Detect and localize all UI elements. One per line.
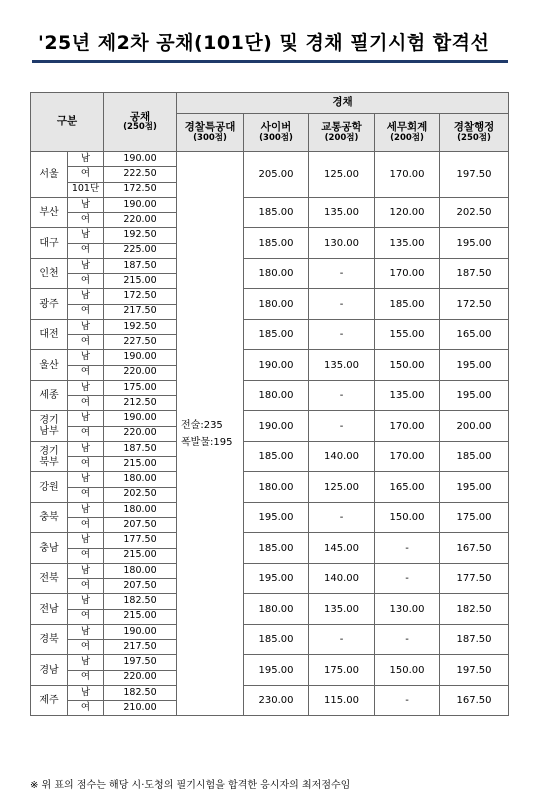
gongchae-score: 215.00 <box>104 274 177 289</box>
gongchae-score: 210.00 <box>104 701 177 716</box>
region-name: 충북 <box>31 502 68 533</box>
police-admin-score: 185.00 <box>440 441 509 472</box>
cyber-score: 195.00 <box>244 563 309 594</box>
cyber-score: 190.00 <box>244 350 309 381</box>
tax-accounting-score: 170.00 <box>375 441 440 472</box>
region-name: 전북 <box>31 563 68 594</box>
gender-label: 남 <box>68 380 104 395</box>
gongchae-score: 220.00 <box>104 426 177 441</box>
header-gyeongchae: 경채 <box>177 93 509 114</box>
gongchae-score: 220.00 <box>104 365 177 380</box>
tax-accounting-score: 170.00 <box>375 258 440 289</box>
gongchae-score: 192.50 <box>104 319 177 334</box>
special-unit-cell <box>177 152 244 716</box>
gender-label: 남 <box>68 533 104 548</box>
gongchae-score: 192.50 <box>104 228 177 243</box>
traffic-score: 135.00 <box>309 594 375 625</box>
cyber-score: 230.00 <box>244 685 309 716</box>
region-name: 경남 <box>31 655 68 686</box>
gongchae-score: 207.50 <box>104 518 177 533</box>
police-admin-score: 195.00 <box>440 380 509 411</box>
police-admin-score: 195.00 <box>440 472 509 503</box>
gender-label: 남 <box>68 472 104 487</box>
tax-accounting-score: - <box>375 533 440 564</box>
table-row <box>31 533 509 548</box>
gongchae-score: 190.00 <box>104 411 177 426</box>
gender-label: 남 <box>68 502 104 517</box>
tax-accounting-score: 150.00 <box>375 502 440 533</box>
gender-label: 남 <box>68 258 104 273</box>
cyber-score: 180.00 <box>244 594 309 625</box>
table-body <box>31 152 509 716</box>
tax-accounting-score: - <box>375 685 440 716</box>
gongchae-score: 175.00 <box>104 380 177 395</box>
header-col-cyber: 사이버 (300점) <box>244 114 309 152</box>
gongchae-score: 217.50 <box>104 304 177 319</box>
gender-label: 여 <box>68 609 104 624</box>
table-row <box>31 624 509 639</box>
document-title: '25년 제2차 공채(101단) 및 경채 필기시험 합격선 <box>38 32 490 54</box>
region-name: 울산 <box>31 350 68 381</box>
table-row <box>31 441 509 456</box>
traffic-score: 135.00 <box>309 197 375 228</box>
cyber-score: 195.00 <box>244 655 309 686</box>
gongchae-score: 212.50 <box>104 396 177 411</box>
cyber-score: 180.00 <box>244 258 309 289</box>
table-row <box>31 594 509 609</box>
traffic-score: 140.00 <box>309 563 375 594</box>
gongchae-score: 180.00 <box>104 563 177 578</box>
gender-label: 여 <box>68 701 104 716</box>
traffic-score: 130.00 <box>309 228 375 259</box>
tax-accounting-score: 170.00 <box>375 152 440 198</box>
gongchae-score: 215.00 <box>104 609 177 624</box>
cyber-score: 180.00 <box>244 380 309 411</box>
table-row <box>31 319 509 334</box>
gender-label: 남 <box>68 152 104 167</box>
gongchae-score: 215.00 <box>104 457 177 472</box>
title-underline <box>32 60 508 63</box>
cyber-score: 180.00 <box>244 289 309 320</box>
cutoff-score-table <box>30 92 509 716</box>
gender-label: 여 <box>68 243 104 258</box>
police-admin-score: 177.50 <box>440 563 509 594</box>
region-name: 인천 <box>31 258 68 289</box>
police-admin-score: 187.50 <box>440 624 509 655</box>
footnote: ※ 위 표의 점수는 해당 시·도청의 필기시험을 합격한 응시자의 최저점수임 <box>30 780 351 791</box>
region-name: 경북 <box>31 624 68 655</box>
cyber-score: 190.00 <box>244 411 309 442</box>
gongchae-score: 190.00 <box>104 350 177 365</box>
gender-label: 여 <box>68 457 104 472</box>
gongchae-score: 187.50 <box>104 258 177 273</box>
tax-accounting-score: 150.00 <box>375 350 440 381</box>
gongchae-score: 180.00 <box>104 502 177 517</box>
gongchae-score: 180.00 <box>104 472 177 487</box>
table-row <box>31 411 509 426</box>
region-name: 부산 <box>31 197 68 228</box>
gender-label: 남 <box>68 594 104 609</box>
gender-label: 남 <box>68 624 104 639</box>
tax-accounting-score: 185.00 <box>375 289 440 320</box>
tax-accounting-score: 165.00 <box>375 472 440 503</box>
gender-label: 여 <box>68 274 104 289</box>
traffic-score: 125.00 <box>309 472 375 503</box>
header-col-special: 경찰특공대 (300점) <box>177 114 244 152</box>
traffic-score: - <box>309 502 375 533</box>
police-admin-score: 175.00 <box>440 502 509 533</box>
cyber-score: 180.00 <box>244 472 309 503</box>
tax-accounting-score: - <box>375 624 440 655</box>
special-unit-score: 폭발물:195 <box>181 436 233 448</box>
region-name: 경기 남부 <box>31 411 68 442</box>
police-admin-score: 182.50 <box>440 594 509 625</box>
special-unit-score: 전술:235 <box>181 419 223 431</box>
header-col-traffic: 교통공학 (200점) <box>309 114 375 152</box>
table-row <box>31 350 509 365</box>
region-name: 세종 <box>31 380 68 411</box>
gender-label: 남 <box>68 441 104 456</box>
header-gongchae <box>104 93 177 152</box>
gender-label: 남 <box>68 655 104 670</box>
gender-label: 여 <box>68 213 104 228</box>
traffic-score: 175.00 <box>309 655 375 686</box>
table-row <box>31 685 509 700</box>
table-row <box>31 289 509 304</box>
gongchae-score: 172.50 <box>104 182 177 197</box>
gender-label: 여 <box>68 335 104 350</box>
police-admin-score: 172.50 <box>440 289 509 320</box>
gongchae-score: 220.00 <box>104 213 177 228</box>
gongchae-score: 217.50 <box>104 640 177 655</box>
gender-label: 남 <box>68 350 104 365</box>
traffic-score: 145.00 <box>309 533 375 564</box>
table-row <box>31 502 509 517</box>
gongchae-score: 187.50 <box>104 441 177 456</box>
gender-label: 여 <box>68 548 104 563</box>
table-row <box>31 258 509 273</box>
tax-accounting-score: 135.00 <box>375 228 440 259</box>
region-name: 서울 <box>31 152 68 198</box>
cyber-score: 185.00 <box>244 624 309 655</box>
table-row <box>31 152 509 167</box>
tax-accounting-score: 130.00 <box>375 594 440 625</box>
cyber-score: 185.00 <box>244 197 309 228</box>
cyber-score: 185.00 <box>244 533 309 564</box>
cyber-score: 185.00 <box>244 319 309 350</box>
region-name: 광주 <box>31 289 68 320</box>
gender-label: 여 <box>68 579 104 594</box>
header-category: 구분 <box>31 93 104 152</box>
gender-label: 101단 <box>68 182 104 197</box>
cyber-score: 205.00 <box>244 152 309 198</box>
tax-accounting-score: 155.00 <box>375 319 440 350</box>
traffic-score: - <box>309 289 375 320</box>
header-col-tax: 세무회계 (200점) <box>375 114 440 152</box>
gender-label: 여 <box>68 304 104 319</box>
region-name: 강원 <box>31 472 68 503</box>
traffic-score: - <box>309 624 375 655</box>
header-col-admin: 경찰행정 (250점) <box>440 114 509 152</box>
gongchae-score: 215.00 <box>104 548 177 563</box>
police-admin-score: 200.00 <box>440 411 509 442</box>
traffic-score: - <box>309 411 375 442</box>
gender-label: 여 <box>68 167 104 182</box>
gender-label: 남 <box>68 197 104 212</box>
gongchae-score: 197.50 <box>104 655 177 670</box>
header-gongchae-label: 공채 <box>129 110 151 123</box>
gongchae-score: 222.50 <box>104 167 177 182</box>
police-admin-score: 167.50 <box>440 533 509 564</box>
gender-label: 여 <box>68 670 104 685</box>
police-admin-score: 187.50 <box>440 258 509 289</box>
table-row <box>31 380 509 395</box>
region-name: 전남 <box>31 594 68 625</box>
traffic-score: 135.00 <box>309 350 375 381</box>
gongchae-score: 225.00 <box>104 243 177 258</box>
region-name: 대구 <box>31 228 68 259</box>
region-name: 대전 <box>31 319 68 350</box>
gender-label: 남 <box>68 289 104 304</box>
gender-label: 여 <box>68 396 104 411</box>
gongchae-score: 190.00 <box>104 197 177 212</box>
police-admin-score: 167.50 <box>440 685 509 716</box>
gender-label: 남 <box>68 685 104 700</box>
gender-label: 여 <box>68 487 104 502</box>
region-name: 충남 <box>31 533 68 564</box>
gongchae-score: 227.50 <box>104 335 177 350</box>
gongchae-score: 190.00 <box>104 152 177 167</box>
gender-label: 남 <box>68 411 104 426</box>
table-row <box>31 655 509 670</box>
police-admin-score: 165.00 <box>440 319 509 350</box>
gongchae-score: 190.00 <box>104 624 177 639</box>
gongchae-score: 182.50 <box>104 685 177 700</box>
police-admin-score: 195.00 <box>440 228 509 259</box>
gongchae-score: 182.50 <box>104 594 177 609</box>
cyber-score: 185.00 <box>244 441 309 472</box>
gender-label: 여 <box>68 365 104 380</box>
gender-label: 여 <box>68 518 104 533</box>
gender-label: 남 <box>68 563 104 578</box>
traffic-score: 125.00 <box>309 152 375 198</box>
gender-label: 여 <box>68 426 104 441</box>
gongchae-score: 202.50 <box>104 487 177 502</box>
region-name: 경기 북부 <box>31 441 68 472</box>
tax-accounting-score: 150.00 <box>375 655 440 686</box>
gongchae-score: 207.50 <box>104 579 177 594</box>
tax-accounting-score: 135.00 <box>375 380 440 411</box>
region-name: 제주 <box>31 685 68 716</box>
police-admin-score: 197.50 <box>440 152 509 198</box>
police-admin-score: 197.50 <box>440 655 509 686</box>
gender-label: 남 <box>68 228 104 243</box>
gender-label: 남 <box>68 319 104 334</box>
cyber-score: 195.00 <box>244 502 309 533</box>
table-row <box>31 228 509 243</box>
police-admin-score: 202.50 <box>440 197 509 228</box>
table-row <box>31 472 509 487</box>
table-row <box>31 563 509 578</box>
traffic-score: - <box>309 380 375 411</box>
cyber-score: 185.00 <box>244 228 309 259</box>
header-gongchae-points: (250점) <box>123 122 157 133</box>
traffic-score: 140.00 <box>309 441 375 472</box>
police-admin-score: 195.00 <box>440 350 509 381</box>
tax-accounting-score: 120.00 <box>375 197 440 228</box>
traffic-score: - <box>309 258 375 289</box>
gongchae-score: 172.50 <box>104 289 177 304</box>
traffic-score: 115.00 <box>309 685 375 716</box>
gongchae-score: 177.50 <box>104 533 177 548</box>
tax-accounting-score: 170.00 <box>375 411 440 442</box>
tax-accounting-score: - <box>375 563 440 594</box>
traffic-score: - <box>309 319 375 350</box>
table-row <box>31 197 509 212</box>
gender-label: 여 <box>68 640 104 655</box>
gongchae-score: 220.00 <box>104 670 177 685</box>
